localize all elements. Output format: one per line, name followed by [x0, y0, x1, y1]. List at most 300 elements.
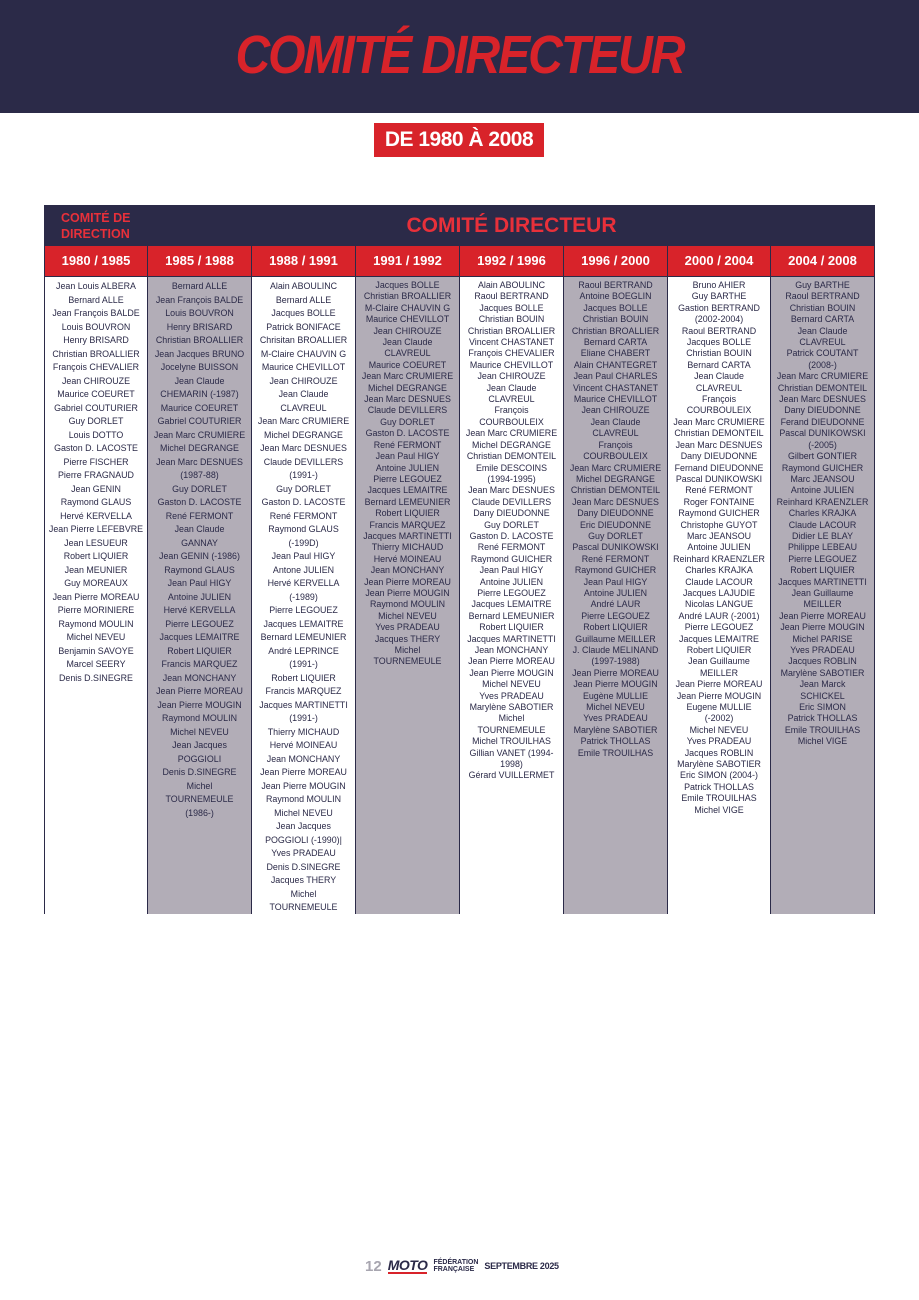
member-name: Ferand DIEUDONNE: [780, 416, 865, 427]
member-name: Robert LIQUIER: [686, 645, 752, 655]
member-name: TOURNEMEULE: [165, 794, 234, 804]
member-name: Jacques BOLLE: [375, 280, 440, 290]
member-name: Alain CHANTEGRET: [573, 359, 658, 370]
member-name: Jean Marc CRUMIERE: [776, 371, 869, 382]
period-header: 1992 / 1996: [460, 246, 563, 277]
member-name: Jean Marc DESNUES: [260, 443, 347, 453]
member-name: Raymond GLAUS: [268, 524, 339, 534]
member-name: Hervé KERVELLA: [163, 605, 236, 615]
member-name: Francis MARQUEZ: [265, 686, 342, 696]
member-name: Hervé KERVELLA: [267, 578, 340, 588]
member-name: Antoine JULIEN: [790, 485, 855, 496]
member-name: COURBOULEIX: [583, 451, 648, 462]
member-name: Jean Marc DESNUES: [156, 456, 243, 467]
member-name: Raymond GUICHER: [574, 565, 657, 576]
member-name: Robert LIQUIER: [790, 565, 855, 576]
member-name: Raymond GUICHER: [470, 553, 553, 564]
member-name: Jean Paul HIGY: [375, 451, 440, 462]
member-name: (1986-): [185, 807, 214, 818]
member-name: Gilbert GONTIER: [787, 451, 858, 462]
member-name: Henry BRISARD: [166, 321, 233, 332]
member-name: Michel: [498, 713, 525, 724]
member-name: Maurice COEURET: [368, 359, 447, 370]
member-name: Jean Pierre MOREAU: [779, 610, 866, 621]
member-name: Jean MONCHANY: [266, 753, 341, 764]
member-name: TOURNEMEULE: [477, 724, 546, 735]
member-name: Jean Jacques: [172, 740, 227, 750]
period-header: 1991 / 1992: [356, 246, 459, 277]
member-name: Reinhard KRAENZLER: [673, 553, 765, 564]
member-name: Guy BARTHE: [795, 280, 850, 290]
member-name: Yves PRADEAU: [271, 848, 336, 858]
member-name: Charles KRAJKA: [788, 508, 857, 519]
member-name: Pierre LEGOUEZ: [373, 473, 442, 484]
member-name: Michel NEVEU: [586, 702, 645, 713]
member-name: Bernard LEMEUNIER: [260, 632, 347, 642]
member-name: Jean Marc CRUMIERE: [673, 416, 765, 427]
member-name: Jean Pierre MOREAU: [156, 686, 243, 696]
member-name: Claude DEVILLERS: [263, 456, 344, 467]
member-name: Thierry MICHAUD: [267, 726, 340, 737]
member-name: (1997-1988): [591, 656, 640, 667]
member-name: Bernard LEMEUNIER: [468, 610, 555, 621]
member-name: Emile TROUILHAS: [681, 793, 757, 804]
member-name: Jean Claude: [590, 416, 641, 427]
period-column: [771, 246, 875, 914]
member-name: GANNAY: [181, 537, 218, 548]
member-name: Claude DEVILLERS: [471, 496, 552, 507]
member-name: Jean Marc DESNUES: [364, 394, 451, 405]
member-name: Jacques MARTINETTI: [467, 633, 556, 644]
member-name: Claude LACOUR: [685, 576, 753, 587]
member-name: Gaston D. LACOSTE: [365, 428, 450, 439]
member-name: TOURNEMEULE: [373, 656, 442, 667]
member-name: Marcel SEERY: [66, 659, 126, 669]
member-name: Emile DESCOINS: [475, 462, 547, 473]
member-name: Jean Marc CRUMIERE: [361, 371, 454, 382]
member-name: Hervé MOINEAU: [269, 740, 338, 750]
member-name: Pierre LEGOUEZ: [684, 622, 754, 633]
member-name: (-1989): [289, 591, 318, 602]
member-name: Yves PRADEAU: [790, 645, 855, 655]
member-name: François: [701, 394, 737, 405]
member-name: Michel NEVEU: [66, 632, 126, 642]
member-name: Pierre FRAGNAUD: [58, 470, 134, 480]
member-list: [564, 277, 667, 759]
member-name: Hervé MOINEAU: [373, 553, 442, 564]
member-name: Guy DORLET: [484, 519, 539, 530]
member-name: (1991-): [289, 470, 318, 480]
member-name: Dany DIEUDONNE: [577, 508, 654, 519]
member-name: Didier LE BLAY: [791, 530, 853, 541]
member-name: Antoine JULIEN: [583, 587, 648, 598]
member-name: Francis MARQUEZ: [369, 519, 446, 530]
member-name: (-2002): [704, 713, 734, 724]
member-name: CLAVREUL: [280, 402, 327, 413]
member-name: Jean Pierre MOUGIN: [365, 587, 450, 598]
member-name: Jean Paul HIGY: [479, 565, 544, 576]
member-name: Maurice CHEVILLOT: [469, 359, 554, 370]
member-name: Jacques BOLLE: [479, 302, 544, 313]
period-column: [460, 246, 564, 914]
member-name: Jean Pierre MOREAU: [675, 679, 763, 690]
member-list: [460, 277, 563, 782]
member-name: Jean LESUEUR: [64, 537, 128, 548]
member-name: Michel DEGRANGE: [472, 439, 551, 450]
member-name: Christian BROALLIER: [52, 348, 140, 359]
member-list: [668, 277, 770, 816]
member-name: Raymond GLAUS: [60, 497, 132, 507]
member-name: Yves PRADEAU: [583, 713, 648, 724]
member-name: Pascal DUNIKOWSKI: [572, 542, 659, 553]
member-name: Jacques MARTINETTI: [778, 576, 867, 587]
member-name: Jacques MARTINETTI: [363, 530, 452, 541]
member-name: Maurice CHEVILLOT: [365, 314, 450, 325]
member-name: Maurice CHEVILLOT: [261, 362, 346, 372]
member-name: Pierre MORINIERE: [57, 605, 135, 615]
federation-line-1: FÉDÉRATION: [433, 1259, 479, 1266]
member-name: Jean Jacques BRUNO: [154, 348, 245, 359]
member-name: COURBOULEIX: [686, 405, 752, 416]
member-name: André LAUR: [590, 599, 641, 610]
member-name: (1991-): [289, 659, 318, 669]
member-name: Jean François BALDE: [155, 294, 244, 305]
member-name: POGGIOLI (-1990)|: [265, 834, 342, 845]
member-name: Michel NEVEU: [170, 726, 229, 737]
member-name: Guy DORLET: [588, 530, 643, 541]
member-name: Alain ABOULINC: [477, 280, 546, 290]
member-name: Patrick BONIFACE: [266, 321, 341, 332]
member-name: Jean GENIN: [71, 483, 121, 494]
member-name: Hervé KERVELLA: [60, 510, 132, 521]
member-name: Raymond MOULIN: [266, 794, 341, 804]
member-name: Patrick THOLLAS: [580, 736, 651, 747]
member-name: Jean Marc CRUMIERE: [569, 462, 662, 473]
federation-name: [433, 1259, 478, 1273]
member-name: Raymond MOULIN: [162, 713, 237, 723]
member-name: Raymond GUICHER: [781, 462, 864, 473]
member-name: Jean Pierre MOUGIN: [676, 690, 762, 701]
member-name: Alain ABOULINC: [269, 281, 338, 291]
member-name: Marylène SABOTIER: [469, 702, 554, 713]
member-name: CLAVREUL: [799, 337, 846, 348]
member-name: Jean MONCHANY: [162, 672, 237, 683]
member-name: Christian BROALLIER: [155, 335, 244, 345]
member-name: Michel PARISE: [792, 633, 853, 644]
member-name: Raoul BERTRAND: [474, 291, 549, 302]
member-name: Guy MOREAUX: [64, 578, 128, 588]
member-name: Jacques LEMAITRE: [263, 618, 344, 629]
member-name: François: [494, 405, 529, 416]
member-name: Antoine JULIEN: [167, 591, 232, 602]
member-name: Bernard CARTA: [583, 337, 648, 348]
member-name: Pierre LEGOUEZ: [477, 587, 546, 598]
member-name: Marylène SABOTIER: [573, 724, 658, 735]
member-name: M-Claire CHAUVIN G: [364, 302, 451, 313]
member-name: Bernard ALLE: [275, 294, 332, 305]
member-name: Jacques THERY: [270, 875, 337, 885]
member-name: Antoine JULIEN: [375, 462, 440, 473]
member-name: Maurice COEURET: [160, 402, 239, 413]
period-header: 2004 / 2008: [771, 246, 874, 277]
member-name: Thierry MICHAUD: [371, 542, 444, 553]
member-name: Jean François BALDE: [52, 308, 140, 318]
period-column: [564, 246, 668, 914]
member-name: Guillaume MEILLER: [575, 633, 656, 644]
member-list: [252, 277, 355, 915]
member-name: Jacques ROBLIN: [684, 747, 754, 758]
member-name: Michel NEVEU: [378, 610, 437, 621]
member-name: Gaston D. LACOSTE: [469, 530, 554, 541]
member-name: Jean Pierre MOREAU: [364, 576, 451, 587]
member-name: Louis DOTTO: [68, 429, 124, 440]
member-name: Marc JEANSOU: [790, 473, 855, 484]
member-list: [45, 277, 147, 685]
member-name: Michel NEVEU: [274, 807, 333, 818]
member-name: Bernard ALLE: [171, 281, 228, 291]
member-name: Antoine BOEGLIN: [579, 291, 652, 302]
member-name: Christian BOUIN: [478, 314, 545, 325]
member-name: Jean GENIN (-1986): [159, 551, 240, 561]
member-name: Bruno AHIER: [692, 280, 746, 290]
member-name: Jean Marc DESNUES: [468, 485, 555, 496]
member-name: Pascal DUNIKOWSKI: [675, 473, 763, 484]
period-column: [356, 246, 460, 914]
member-name: Jean Marc CRUMIERE: [153, 429, 246, 440]
member-name: 1998): [500, 759, 523, 770]
member-name: Jean Louis ALBERA: [56, 281, 136, 291]
member-name: Bernard LEMEUNIER: [364, 496, 451, 507]
member-name: Raoul BERTRAND: [578, 280, 653, 290]
member-name: Jean Marc DESNUES: [779, 394, 866, 405]
member-name: CLAVREUL: [488, 394, 535, 405]
member-name: Dany DIEUDONNE: [473, 508, 550, 519]
member-name: Robert LIQUIER: [583, 622, 648, 633]
member-name: SCHICKEL: [800, 690, 845, 701]
member-name: Jean Claude: [278, 389, 329, 399]
member-name: Denis D.SINEGRE: [59, 672, 133, 683]
member-name: Jean CHIROUZE: [61, 375, 131, 386]
member-name: Patrick COUTANT: [786, 348, 859, 359]
member-name: Gaston D. LACOSTE: [157, 497, 242, 507]
member-name: Jean Paul HIGY: [583, 576, 648, 587]
member-name: Gillian VANET (1994-: [469, 747, 554, 758]
member-name: Michel NEVEU: [689, 724, 749, 735]
member-name: (-199D): [288, 537, 319, 548]
member-name: Jean Pierre MOREAU: [468, 656, 555, 667]
member-name: (1994-1995): [487, 473, 536, 484]
member-name: Jean Claude: [174, 524, 225, 534]
member-name: Michel DEGRANGE: [576, 473, 655, 484]
member-name: Pascal DUNIKOWSKI: [779, 428, 866, 439]
member-name: Christian DEMONTEIL: [777, 382, 868, 393]
member-list: [771, 277, 874, 748]
member-name: René FERMONT: [373, 439, 442, 450]
member-name: Jean Pierre MOUGIN: [261, 780, 346, 791]
member-name: Maurice COEURET: [57, 389, 135, 399]
member-name: CHEMARIN (-1987): [160, 389, 239, 399]
issue-date: SEPTEMBRE 2025: [484, 1261, 559, 1271]
page-number: 12: [365, 1257, 382, 1275]
member-name: Patrick THOLLAS: [684, 781, 754, 792]
member-name: Benjamin SAVOYE: [58, 645, 134, 656]
member-name: Jean CHIROUZE: [581, 405, 650, 416]
member-name: Robert LIQUIER: [375, 508, 440, 519]
member-name: Robert LIQUIER: [167, 645, 232, 656]
member-name: Yves PRADEAU: [479, 690, 544, 701]
member-name: Jean Pierre MOUGIN: [157, 699, 242, 710]
member-name: Pierre LEGOUEZ: [788, 553, 857, 564]
member-list: [356, 277, 459, 668]
member-name: (2002-2004): [694, 314, 744, 325]
member-name: Christian BOUIN: [686, 348, 752, 359]
member-name: Gérard VUILLERMET: [468, 770, 555, 781]
period-column: [668, 246, 771, 914]
member-name: (-2005): [808, 439, 837, 450]
period-header: 2000 / 2004: [668, 246, 770, 277]
member-name: Christophe GUYOT: [680, 519, 758, 530]
member-name: Eric SIMON (2004-): [680, 770, 758, 781]
comite-direction-label: COMITÉ DE DIRECTION: [61, 211, 131, 241]
member-name: Jean Pierre MOREAU: [260, 767, 347, 777]
period-header: 1985 / 1988: [148, 246, 251, 277]
member-name: Michel DEGRANGE: [160, 443, 239, 453]
member-name: Jacques BOLLE: [686, 337, 752, 348]
member-name: Nicolas LANGUE: [684, 599, 754, 610]
member-name: CLAVREUL: [695, 382, 743, 393]
member-name: Jean Guillaume: [791, 587, 854, 598]
member-name: Jacques MARTINETTI: [259, 699, 348, 710]
member-name: Jean Marc CRUMIERE: [465, 428, 558, 439]
member-name: Jean Pierre MOUGIN: [469, 667, 554, 678]
member-name: Christian BROALLIER: [571, 325, 660, 336]
member-name: Fernand DIEUDONNE: [674, 462, 764, 473]
member-name: Maurice CHEVILLOT: [573, 394, 658, 405]
member-name: Gastion BERTRAND: [678, 302, 760, 313]
member-name: (2008-): [808, 359, 837, 370]
member-name: Jean CHIROUZE: [269, 375, 338, 386]
member-name: Michel: [394, 645, 421, 655]
member-name: Louis BOUVRON: [165, 308, 234, 318]
member-name: Jean CHIROUZE: [477, 371, 546, 382]
member-name: Christian DEMONTEIL: [466, 451, 557, 462]
member-name: Michel VIGE: [694, 804, 744, 815]
member-name: Jacques ROBLIN: [788, 656, 857, 667]
member-name: Guy DORLET: [68, 416, 124, 426]
member-name: Jacques LEMAITRE: [471, 599, 552, 610]
member-name: Gaston D. LACOSTE: [54, 443, 138, 453]
member-name: Michel: [186, 780, 213, 791]
member-name: Marc JEANSOU: [686, 530, 752, 541]
member-name: Marylène SABOTIER: [677, 759, 761, 770]
member-name: Michel TROUILHAS: [472, 736, 551, 747]
period-column: [148, 246, 252, 914]
member-name: René FERMONT: [165, 510, 234, 521]
member-name: Jacques LEMAITRE: [159, 632, 240, 642]
member-name: René FERMONT: [581, 553, 650, 564]
member-name: Gabriel COUTURIER: [157, 416, 242, 426]
member-name: Claude LACOUR: [788, 519, 857, 530]
member-name: Michel: [290, 888, 317, 899]
member-name: Pierre LEGOUEZ: [269, 605, 338, 615]
member-name: Reinhard KRAENZLER: [776, 496, 869, 507]
member-name: Eugène MULLIE: [582, 690, 649, 701]
member-name: Raymond GUICHER: [678, 508, 760, 519]
member-name: Jean MONCHANY: [370, 565, 445, 576]
member-name: Roger FONTAINE: [683, 496, 755, 507]
member-name: Denis D.SINEGRE: [266, 861, 341, 872]
member-name: Bernard CARTA: [687, 359, 751, 370]
member-name: Claude DEVILLERS: [367, 405, 448, 416]
member-name: Michel DEGRANGE: [368, 382, 447, 393]
member-name: Yves PRADEAU: [375, 622, 440, 633]
member-name: TOURNEMEULE: [269, 902, 338, 912]
member-name: André LEPRINCE: [268, 645, 339, 656]
member-name: Eric DIEUDONNE: [579, 519, 651, 530]
member-name: Guy BARTHE: [691, 291, 747, 302]
member-name: (1991-): [289, 713, 318, 723]
member-name: Jean Claude: [382, 337, 433, 348]
page-footer: [365, 1257, 559, 1275]
member-name: Jean Marc DESNUES: [675, 439, 763, 450]
member-name: Raoul BERTRAND: [681, 325, 757, 336]
member-name: Vincent CHASTANET: [573, 382, 658, 393]
member-name: Pierre LEGOUEZ: [581, 610, 650, 621]
member-name: Philippe LEBEAU: [787, 542, 858, 553]
member-name: René FERMONT: [269, 510, 338, 521]
member-name: Michel DEGRANGE: [264, 429, 343, 440]
member-name: Michel NEVEU: [482, 679, 541, 690]
member-name: Vincent CHASTANET: [469, 337, 554, 348]
comite-directeur-heading: COMITÉ DIRECTEUR: [406, 214, 617, 237]
member-name: Jacques LEMAITRE: [367, 485, 448, 496]
member-name: Jean Pierre LEFEBVRE: [48, 524, 144, 534]
member-name: Pierre LEGOUEZ: [165, 618, 234, 629]
member-name: Robert LIQUIER: [271, 672, 336, 683]
member-name: René FERMONT: [477, 542, 546, 553]
member-name: Christian DEMONTEIL: [570, 485, 661, 496]
member-name: Jean Jacques: [276, 821, 331, 831]
member-name: Chrisitan BROALLIER: [259, 335, 348, 345]
member-name: Guy DORLET: [276, 483, 331, 494]
member-name: Jacques LEMAITRE: [679, 633, 759, 644]
member-name: (1987-88): [180, 470, 219, 480]
member-name: Christian BOUIN: [582, 314, 649, 325]
member-name: Jean MONCHANY: [474, 645, 549, 655]
member-name: Antoine JULIEN: [479, 576, 544, 587]
member-name: Jacques BOLLE: [271, 308, 336, 318]
member-name: Jean Pierre MOREAU: [572, 667, 659, 678]
member-name: Raymond MOULIN: [58, 618, 134, 629]
member-name: Jean Paul HIGY: [167, 578, 232, 588]
member-name: Jean Marc CRUMIERE: [257, 416, 350, 426]
federation-line-2: FRANÇAISE: [433, 1266, 475, 1273]
member-name: Christian DEMONTEIL: [674, 428, 764, 439]
member-name: Jean Pierre MOREAU: [52, 591, 140, 602]
moto-logo: MOTO: [387, 1257, 428, 1273]
member-name: François CHEVALIER: [468, 348, 555, 359]
member-name: Jocelyne BUISSON: [160, 362, 239, 372]
member-name: Patrick THOLLAS: [787, 713, 858, 724]
member-name: Michel VIGE: [797, 736, 848, 747]
member-name: Gaston D. LACOSTE: [261, 497, 346, 507]
member-name: Raoul BERTRAND: [785, 291, 860, 302]
member-name: M-Claire CHAUVIN G: [260, 348, 347, 359]
member-list: [148, 277, 251, 820]
member-name: Pierre FISCHER: [63, 456, 129, 467]
member-name: Jean Claude: [486, 382, 537, 393]
period-column: [44, 246, 148, 914]
